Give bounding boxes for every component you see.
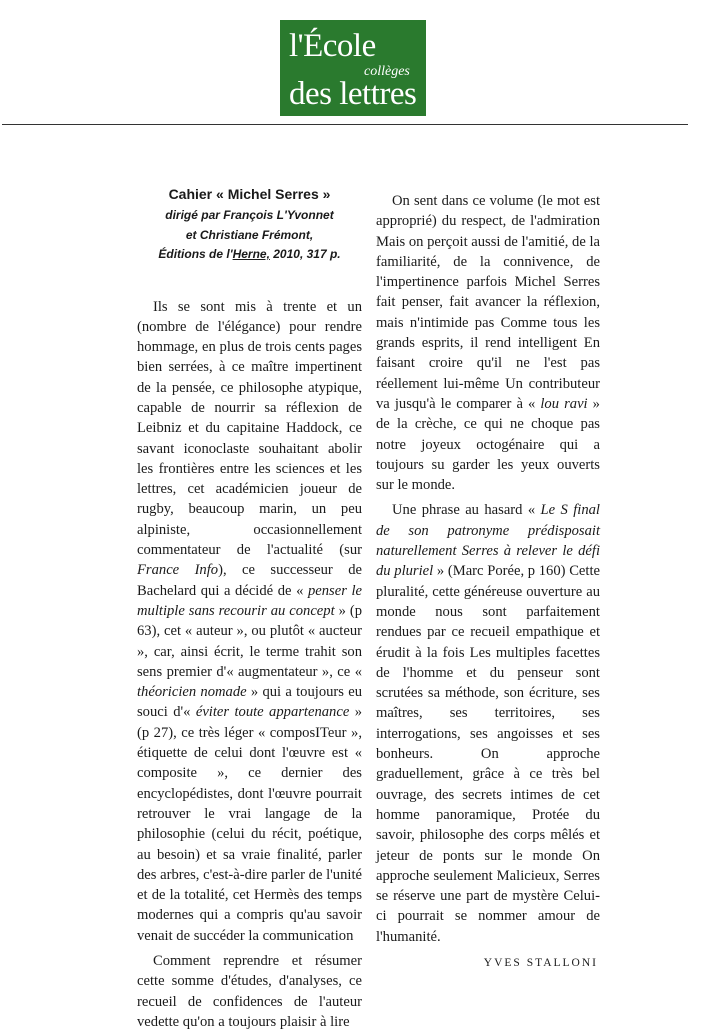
credits-year-pages: 2010, 317 p. [269, 247, 341, 261]
header-divider [2, 124, 688, 125]
body-paragraph-2: Comment reprendre et résumer cette somme d'études, d'analyses, ce recueil de confidences de l'auteur vedette qu'on a toujours plaisir à lire [137, 953, 362, 1030]
logo-title-bottom: des lettres [289, 76, 417, 112]
p1-text-e: » (p 27), ce très léger « composITeur », étiquette de celui dont l'œuvre est « composite », ce dernier des encyclopédistes, dont l'œuvre pourrait retrouver le vrai langage de la philosophie (celui du récit, poétique, au besoin) et sa vraie finalité, parler des arbres, c'est-à-dire parler de l'unité et de la totalité, cet Hermès des temps modernes qui a compris qu'au savoir venait de succéder la communication [137, 704, 362, 944]
p1-quote-a: France Info [137, 562, 219, 579]
p4-text-a: Une phrase au hasard « [392, 502, 541, 519]
p3-text-b: » de la crèche, ce qui ne choque pas notre joyeux octogénaire qui a toujours su garder les yeux ouverts sur le monde. [376, 395, 600, 494]
article-column-left [137, 185, 362, 1032]
p4-text-b: » (Marc Porée, p 160) Cette pluralité, cette généreuse ouverture au monde nous sont parfaitement rendues par ce recueil empathique et érudit à la fois Les multiples facettes de l'homme et du penseur sont scrutées sa méthode, son écriture, ses maîtres, ses territoires, ses interrogations, ses angoisses et ses bonheurs. On approche graduellement, grâce à ce très bel ouvrage, des secrets intimes de cet homme panoramique, Protée du savoir, philosophe des corps mêlés et jeteur de ponts sur le monde On approche seulement Malicieux, Serres se réserve une part de mystère Celui-ci pourrait se nommer amour de l'humanité. [376, 563, 600, 945]
p1-text-c: » (p 63), cet « auteur », ou plutôt « aucteur », car, ainsi écrit, le terme trahit son sens premier d'« augmentateur », ce « [137, 602, 362, 680]
p3-quote: lou ravi [540, 395, 588, 412]
p1-quote-c: théoricien nomade [137, 684, 247, 701]
p1-quote-b: penser le multiple sans recourir au concept [137, 582, 362, 619]
p4-quote: Le S final de son patronyme prédisposait naturellement Serres à relever le défi du pluriel [376, 502, 600, 580]
credits-publication [137, 245, 362, 265]
logo-subtitle: collèges [364, 64, 410, 79]
p3-text-a: On sent dans ce volume (le mot est approprié) du respect, de l'admiration Mais on perçoit aussi de l'amitié, de la familiarité, de la connivence, de l'impertinence parfois Michel Serres fait penser, fait avancer la réflexion, mais n'intimide pas Comme tous les grands esprits, il rend intelligent En faisant croire qu'il ne l'est pas réellement lui-même Un contributeur va jusqu'à le comparer à « [376, 193, 600, 412]
body-paragraph-1 [137, 297, 362, 947]
p1-text-a: Ils se sont mis à trente et un (nombre de l'élégance) pour rendre hommage, en plus de trois cents pages bien serrées, à ce maître impertinent de la pensée, ce philosophe atypique, capable de nourrir sa réflexion de Leibniz et du capitaine Haddock, ce savant iconoclaste souhaitant abolir les frontières entre les sciences et les lettres, cet académicien joueur de rugby, beaucoup marin, un peu alpiniste, occasionnellement commentateur de l'actualité (sur [137, 298, 362, 559]
body-paragraph-3 [376, 191, 600, 495]
credits-editor-2: et Christiane Frémont, [185, 227, 314, 242]
p1-quote-d: éviter toute appartenance [195, 704, 350, 721]
p1-text-d: » qui a toujours eu souci d'« [137, 684, 362, 721]
magazine-logo [280, 20, 426, 116]
article-column-right [376, 186, 600, 973]
review-title: Cahier « Michel Serres » [168, 186, 331, 202]
credits-publisher-prefix: Éditions de l' [158, 247, 233, 261]
logo-title-top: l'École [289, 28, 376, 64]
p1-text-b: ), ce successeur de Bachelard qui a décidé de « [137, 562, 362, 599]
author-signature: YVES STALLONI [483, 956, 598, 969]
credits-publisher: Herne, [232, 247, 270, 261]
review-credits [137, 206, 362, 265]
credits-editor-1: dirigé par François L'Yvonnet [165, 208, 334, 222]
body-paragraph-4 [376, 500, 600, 947]
